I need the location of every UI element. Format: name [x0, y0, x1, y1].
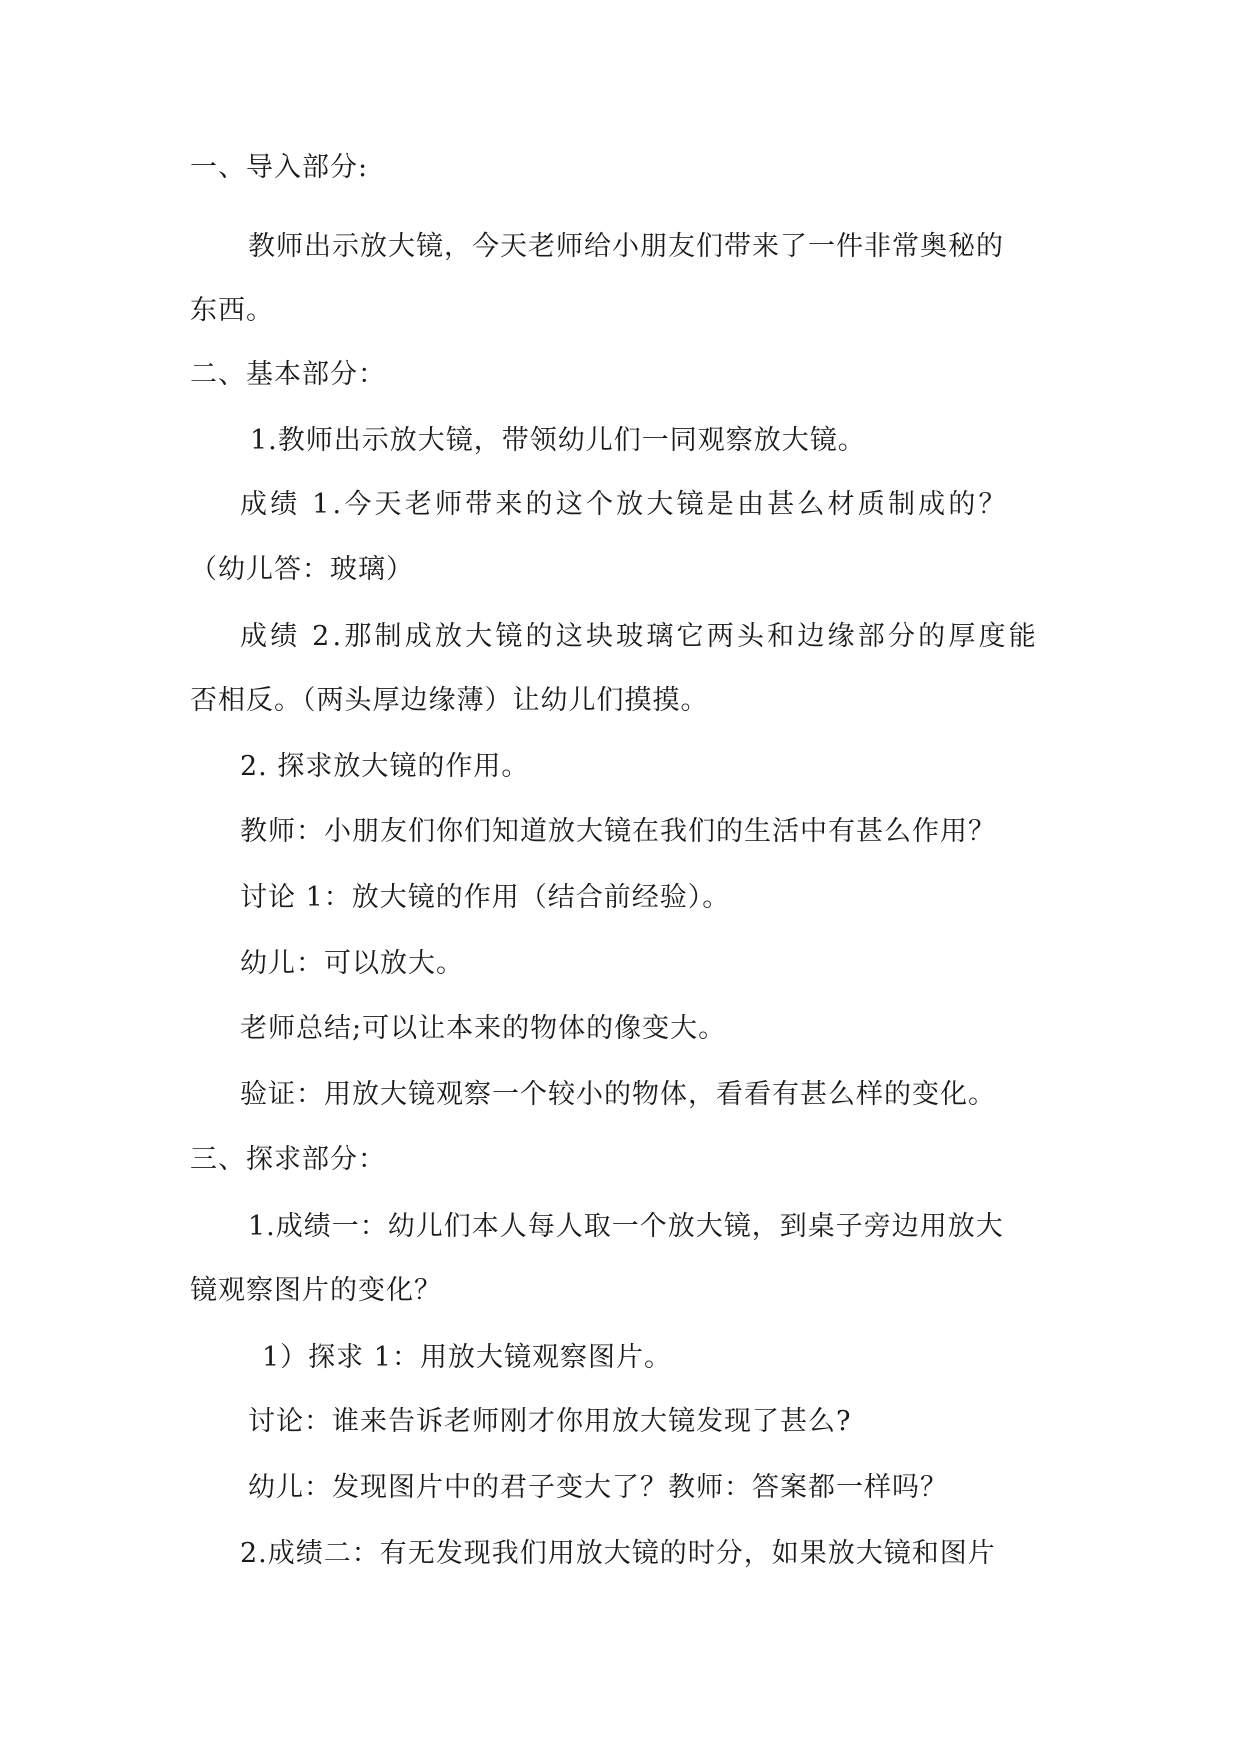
section-heading-basic: 二、基本部分：: [190, 359, 386, 390]
paragraph-line: 1.成绩一：幼儿们本人每人取一个放大镜，到桌子旁边用放大: [248, 1211, 1004, 1242]
paragraph-line: 镜观察图片的变化？: [190, 1275, 442, 1306]
section-heading-intro: 一、导入部分:: [190, 152, 369, 183]
paragraph-line: 老师总结;可以让本来的物体的像变大。: [240, 1013, 727, 1044]
paragraph-line: 教师：小朋友们你们知道放大镜在我们的生活中有甚么作用？: [240, 816, 996, 847]
paragraph-line: 讨论：谁来告诉老师刚才你用放大镜发现了甚么?: [248, 1406, 852, 1437]
paragraph-line: 2. 探求放大镜的作用。: [240, 751, 530, 782]
paragraph-line: （幼儿答：玻璃）: [190, 554, 414, 585]
section-heading-explore: 三、探求部分：: [190, 1144, 386, 1175]
paragraph-line: 讨论 1：放大镜的作用（结合前经验）。: [240, 882, 731, 913]
paragraph-line: 否相反。（两头厚边缘薄）让幼儿们摸摸。: [190, 685, 709, 716]
paragraph-line: 成绩 1.今天老师带来的这个放大镜是由甚么材质制成的？: [240, 489, 1009, 520]
paragraph-line: 验证：用放大镜观察一个较小的物体，看看有甚么样的变化。: [240, 1079, 996, 1110]
paragraph-line: 1）探求 1：用放大镜观察图片。: [262, 1342, 672, 1373]
paragraph-line: 幼儿：可以放大。: [240, 948, 464, 979]
paragraph-line: 2.成绩二：有无发现我们用放大镜的时分，如果放大镜和图片: [240, 1538, 996, 1569]
paragraph-line: 成绩 2.那制成放大镜的这块玻璃它两头和边缘部分的厚度能: [240, 621, 1039, 652]
paragraph-line: 幼儿：发现图片中的君子变大了？教师：答案都一样吗？: [248, 1472, 948, 1503]
paragraph-line: 东西。: [190, 295, 274, 326]
paragraph-line: 1.教师出示放大镜，带领幼儿们一同观察放大镜。: [250, 425, 866, 456]
paragraph-line: 教师出示放大镜，今天老师给小朋友们带来了一件非常奥秘的: [248, 231, 1004, 262]
